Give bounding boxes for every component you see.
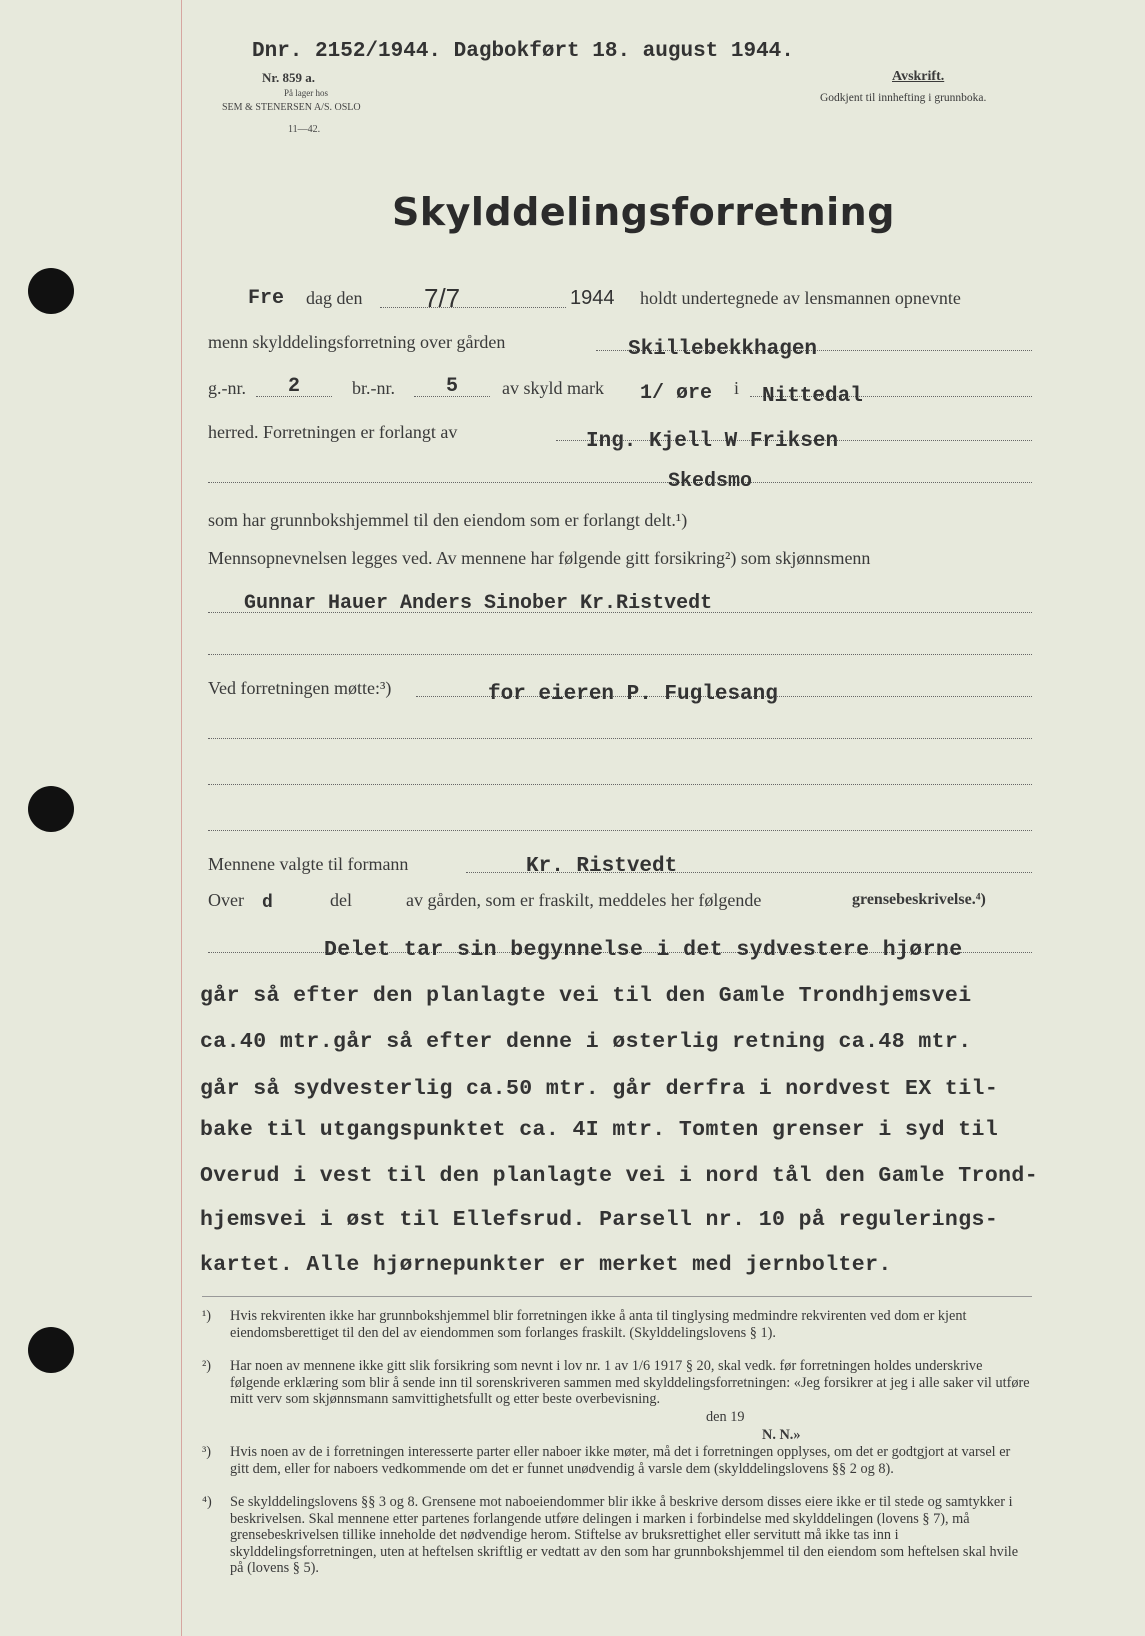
printer-note: På lager hos bbox=[284, 88, 328, 98]
date-label: dag den bbox=[306, 288, 363, 308]
document-title: Skylddelingsforretning bbox=[392, 190, 895, 234]
description-line: går så efter den planlagte vei til den Gamle Trondhjemsvei bbox=[200, 984, 972, 1008]
year-value: 1944 bbox=[570, 287, 615, 309]
line1-text: holdt undertegnede av lensmannen opnevnte bbox=[640, 288, 961, 308]
line11-text: av gården, som er fraskilt, meddeles her følgende bbox=[406, 890, 762, 910]
red-margin-line bbox=[181, 0, 182, 1636]
del-label: del bbox=[330, 890, 352, 910]
line7-text: Mennsopnevnelsen legges ved. Av mennene har følgende gitt forsikring²) som skjønnsmenn bbox=[208, 548, 871, 568]
line2-text: menn skylddelingsforretning over gården bbox=[208, 332, 506, 352]
description-line: bake til utgangspunktet ca. 4I mtr. Tomten grenser i syd til bbox=[200, 1118, 999, 1142]
description-line: ca.40 mtr.går så efter denne i østerlig retning ca.48 mtr. bbox=[200, 1030, 972, 1054]
description-line: hjemsvei i øst til Ellefsrud. Parsell nr. 10 på regulerings- bbox=[200, 1208, 999, 1232]
footnote-1: ¹) Hvis rekvirenten ikke har grunnbokshjemmel blir forretningen ikke å anta til tinglysing medmindre rekvirenten ved dom er kjent eiendomsberettiget til den del av eiendommen som forlanges fraskilt. (Skylddelingslovens § 1). bbox=[202, 1308, 967, 1341]
skyld-value: 1/ øre bbox=[640, 382, 713, 405]
bnr-label: br.-nr. bbox=[352, 378, 395, 398]
chairman-value: Kr. Ristvedt bbox=[526, 855, 678, 878]
bnr-value: 5 bbox=[446, 375, 459, 398]
in-label: i bbox=[734, 378, 740, 398]
attendance-value: for eieren P. Fuglesang bbox=[488, 683, 778, 706]
copy-label: Avskrift. bbox=[892, 69, 945, 84]
printer-name: SEM & STENERSEN A/S. OSLO bbox=[222, 102, 361, 113]
approval-note: Godkjent til innhefting i grunnboka. bbox=[820, 92, 987, 104]
boundary-label: grensebeskrivelse.⁴) bbox=[852, 891, 986, 908]
municipality: Nittedal bbox=[762, 385, 863, 408]
over-label: Over bbox=[208, 890, 244, 910]
line4-text: herred. Forretningen er forlangt av bbox=[208, 422, 458, 442]
description-line: går så sydvesterlig ca.50 mtr. går derfra i nordvest EX til- bbox=[200, 1077, 999, 1101]
assessor-names: Gunnar Hauer Anders Sinober Kr.Ristvedt bbox=[244, 592, 713, 615]
printer-date: 11—42. bbox=[288, 124, 321, 135]
portion-value: d bbox=[262, 893, 273, 913]
footnote-2: ²) Har noen av mennene ikke gitt slik forsikring som nevnt i lov nr. 1 av 1/6 1917 § 20, skal vedk. før forretningen holdes underskrive følgende erklæring som blir å sende inn til sorenskriveren sammen med skylddelingsforretningen: «Jeg forsikrer at jeg i alle saker vil utføre mitt verv som skjønnsmann samvittighetsfullt og etter beste overbevisning. bbox=[202, 1358, 1030, 1407]
date-value: 7/7 bbox=[424, 283, 461, 313]
weekday-value: Fre bbox=[248, 287, 285, 310]
punch-hole-top bbox=[28, 268, 74, 314]
description-line: Delet tar sin begynnelse i det sydvestere hjørne bbox=[324, 938, 963, 962]
requester-address: Skedsmo bbox=[668, 470, 753, 493]
description-line: Overud i vest til den planlagte vei i nord tål den Gamle Trond- bbox=[200, 1164, 1039, 1188]
punch-hole-middle bbox=[28, 786, 74, 832]
skyld-label: av skyld mark bbox=[502, 378, 604, 398]
registry-number: Dnr. 2152/1944. Dagbokført 18. august 1944. bbox=[252, 40, 794, 63]
footnote-4: ⁴) Se skylddelingslovens §§ 3 og 8. Grensene mot naboeiendommer blir ikke å beskrive dersom disses eiere ikke er til stede og samtykker i beskrivelsen. Skal mennene etter partenes forlangende utføre delingen i marken i forbindelse med skylddelingen (lovens § 7), må grensebeskrivelsen tillike inneholde det nødvendige herom. Stiftelse av bruksrettighet eller servitutt må ikke tas inn i skylddelingsforretningen, uten at heftelsen skriftlig er vedtatt av den som har grunnbokshjemmel til den eiendom som heftelsen skal hvile på (lovens § 5). bbox=[202, 1494, 1019, 1576]
punch-hole-bottom bbox=[28, 1327, 74, 1373]
footnote-2-signature: N. N.» bbox=[762, 1427, 801, 1443]
requester-name: Ing. Kjell W Friksen bbox=[586, 430, 839, 453]
chairman-label: Mennene valgte til formann bbox=[208, 854, 409, 874]
footnote-3: ³) Hvis noen av de i forretningen interesserte parter eller naboer ikke møter, må det i forretningen opplyses, om det er godtgjort at varsel er gitt dem, eller for naboers vedkommende om det er funnet unødvendig å varsle dem (skylddelingslovens §§ 2 og 8). bbox=[202, 1444, 1011, 1477]
form-number: Nr. 859 a. bbox=[262, 70, 315, 85]
gnr-label: g.-nr. bbox=[208, 378, 246, 398]
gnr-value: 2 bbox=[288, 375, 301, 398]
description-line: kartet. Alle hjørnepunkter er merket med jernbolter. bbox=[200, 1253, 892, 1277]
footnote-2-date: den 19 bbox=[706, 1409, 745, 1425]
line6-text: som har grunnbokshjemmel til den eiendom som er forlangt delt.¹) bbox=[208, 510, 688, 530]
attendance-label: Ved forretningen møtte:³) bbox=[208, 678, 392, 698]
farm-name: Skillebekkhagen bbox=[628, 338, 818, 361]
